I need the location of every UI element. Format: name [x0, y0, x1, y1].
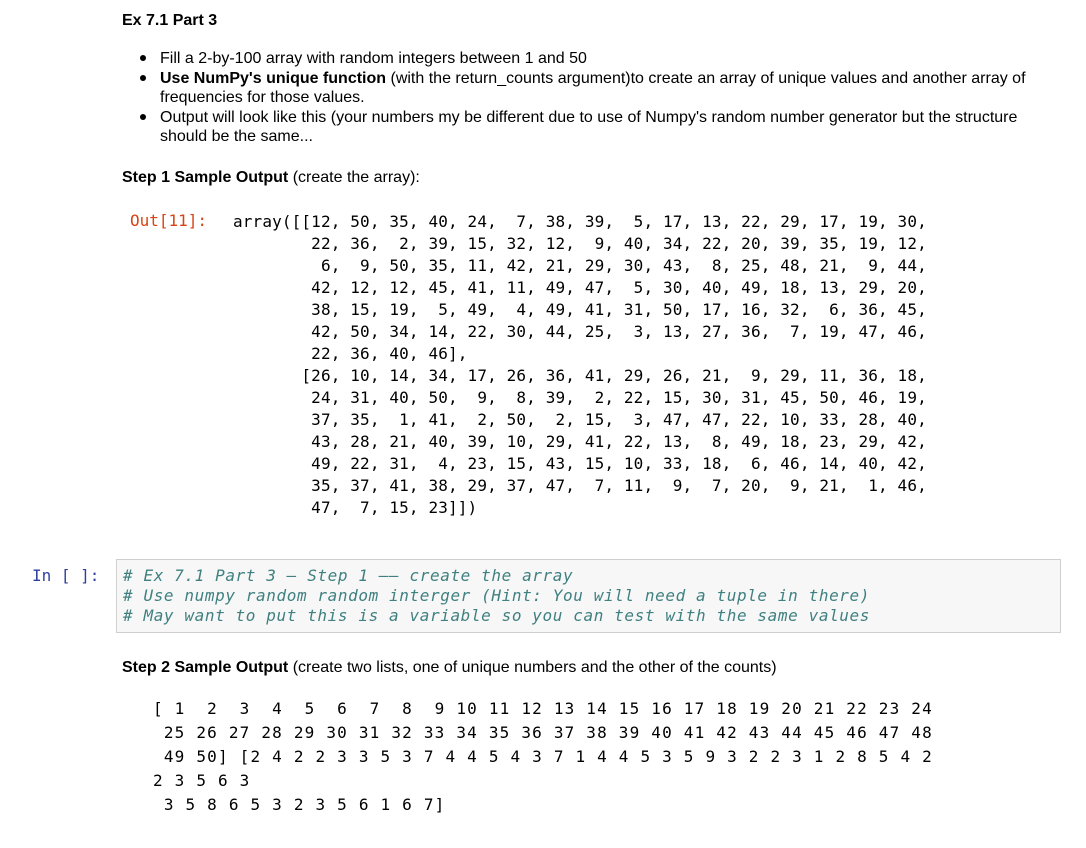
code-cell[interactable]: [116, 559, 1061, 633]
bullet-text: (with the return_counts argument)to create an array of unique values and another array of frequencies for those values.: [160, 70, 1026, 106]
step1-heading: [122, 169, 420, 187]
unique-counts-output: [ 1 2 3 4 5 6 7 8 9 10 11 12 13 14 15 16 17 18 19 20 21 22 23 24 25 26 27 28 29 30 31 32 33 34 35 36 37 38 39 40 41 42 43 44 45 46 47 48 49 50] [2 4 2 2 3 3 5 3 7 4 4 5 4 3 7 1 4 4 5 3 5 9 3 2 2 3 1 2 8 5 4 2 2 3 5 6 3 3 5 8 6 5 3 2 3 5 6 1 6 7]: [153, 699, 933, 814]
step1-bold: Step 1 Sample Output: [122, 169, 289, 186]
input-prompt: In [ ]:: [32, 566, 100, 585]
code-line: # Ex 7.1 Part 3 – Step 1 –– create the array: [123, 566, 574, 585]
instruction-list: [122, 48, 1048, 146]
step1-text: (create the array):: [288, 169, 420, 186]
step2-bold: Step 2 Sample Output: [122, 659, 289, 676]
bullet-text: Output will look like this (your numbers my be different due to use of Numpy's random number generator but the structure should be the same...: [160, 109, 1018, 145]
code-editor[interactable]: [123, 566, 870, 626]
code-line: # Use numpy random random interger (Hint: You will need a tuple in there): [123, 586, 870, 605]
page-title: Ex 7.1 Part 3: [122, 12, 218, 29]
bullet-bold: Use NumPy's unique function: [160, 70, 387, 87]
output-prompt: Out[11]:: [130, 211, 208, 230]
array-output: array([[12, 50, 35, 40, 24, 7, 38, 39, 5, 17, 13, 22, 29, 17, 19, 30, 22, 36, 2, 39, 15, 32, 12, 9, 40, 34, 22, 20, 39, 35, 19, 12, 6, 9, 50, 35, 11, 42, 21, 29, 30, 43, 8, 25, 48, 21, 9, 44, 42, 12, 12, 45, 41, 11, 49, 47, 5, 30, 40, 49, 18, 13, 29, 20, 38, 15, 19, 5, 49, 4, 49, 41, 31, 50, 17, 16, 32, 6, 36, 45, 42, 50, 34, 14, 22, 30, 44, 25, 3, 13, 27, 36, 7, 19, 47, 46, 22, 36, 40, 46], [26, 10, 14, 34, 17, 26, 36, 41, 29, 26, 21, 9, 29, 11, 36, 18, 24, 31, 40, 50, 9, 8, 39, 2, 22, 15, 30, 31, 45, 50, 46, 19, 37, 35, 1, 41, 2, 50, 2, 15, 3, 47, 47, 22, 10, 33, 28, 40, 43, 28, 21, 40, 39, 10, 29, 41, 22, 13, 8, 49, 18, 23, 29, 42, 49, 22, 31, 4, 23, 15, 43, 15, 10, 33, 18, 6, 46, 14, 40, 42, 35, 37, 41, 38, 29, 37, 47, 7, 11, 9, 7, 20, 9, 21, 1, 46, 47, 7, 15, 23]]): [233, 212, 927, 517]
step2-text: (create two lists, one of unique numbers and the other of the counts): [288, 659, 777, 676]
step2-heading: [122, 659, 777, 677]
list-item: [158, 48, 1048, 68]
list-item: [158, 68, 1048, 107]
list-item: [158, 107, 1048, 146]
bullet-text: Fill a 2-by-100 array with random integers between 1 and 50: [160, 50, 587, 67]
code-line: # May want to put this is a variable so you can test with the same values: [123, 606, 870, 625]
